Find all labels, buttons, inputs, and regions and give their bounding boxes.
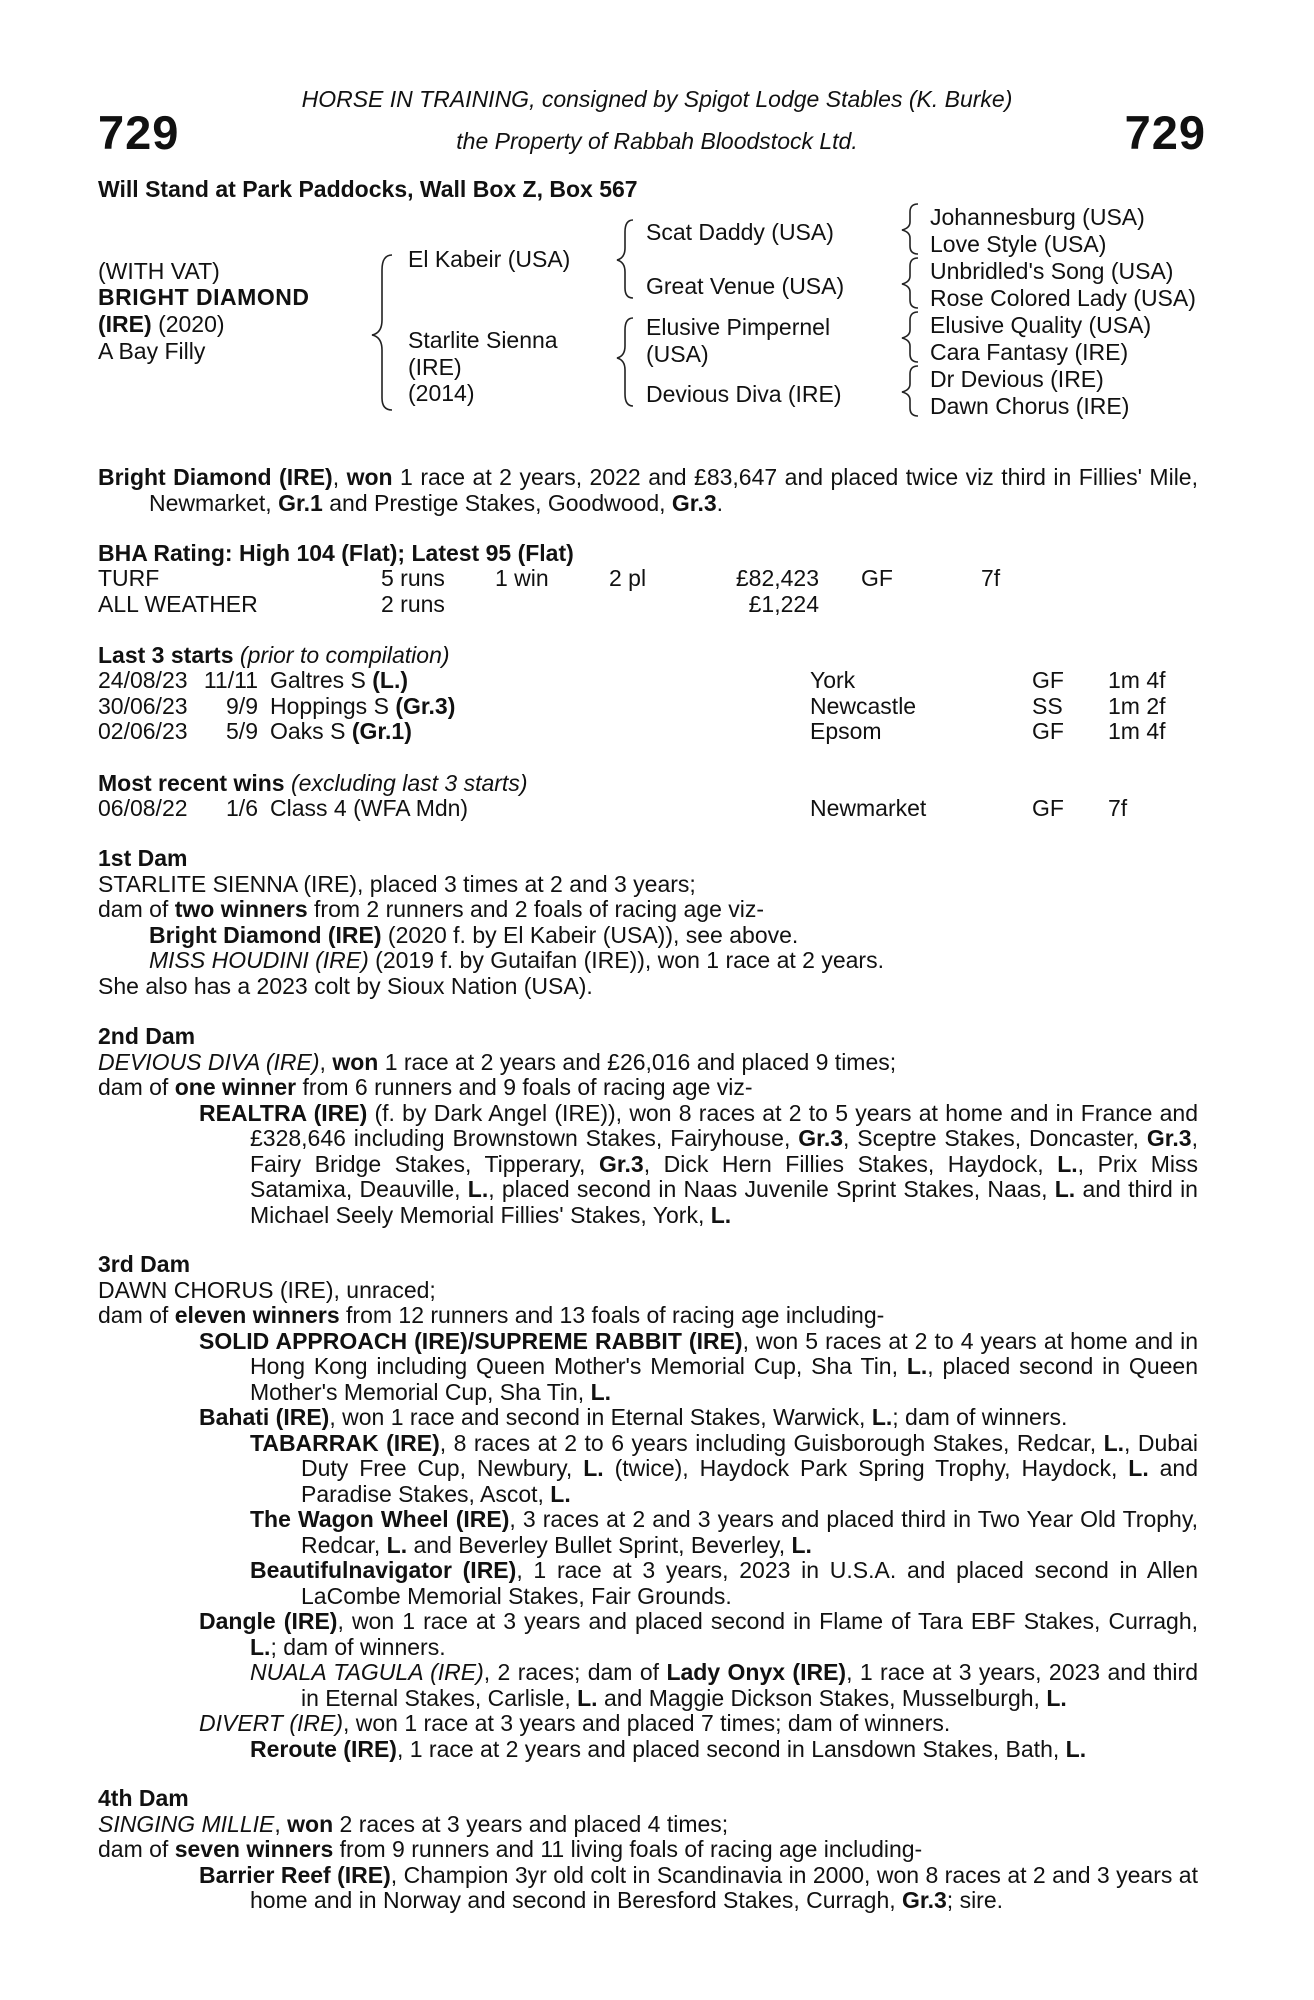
distance: 1m 2f [1108, 692, 1166, 719]
going: GF [861, 565, 893, 591]
race-grade: (Gr.3) [395, 692, 456, 719]
brace-sire [617, 220, 633, 298]
recent-win-row [98, 796, 1127, 822]
horse-year: (2020) [158, 311, 225, 337]
t: seven winners [174, 1836, 334, 1862]
stand-location: Will Stand at Park Paddocks, Wall Box Z, Box 567 [98, 176, 638, 202]
going [819, 592, 981, 618]
placed [609, 592, 689, 618]
placed: 2 pl [609, 565, 647, 591]
t: dam of [98, 1302, 175, 1328]
race-grade: (L.) [372, 667, 409, 693]
distance: 7f [981, 565, 1001, 591]
last3-row [98, 668, 1166, 694]
ratings-table [98, 566, 1000, 617]
t: L. [1057, 1150, 1078, 1177]
recent-wins-heading [98, 770, 527, 796]
t: L. [577, 1684, 598, 1711]
fourth-dam-section [98, 1786, 1198, 1914]
third-dam-section [98, 1252, 1198, 1762]
t: , 1 race at 3 years, 2023 in U.S.A. and placed second in Allen LaCombe Memorial Stakes, Fair Grounds. [301, 1557, 1198, 1609]
t: and Paradise Stakes, Ascot, [301, 1455, 1198, 1507]
t: SOLID APPROACH (IRE)/SUPREME RABBIT (IRE) [199, 1327, 743, 1354]
second-dam-title: 2nd Dam [98, 1023, 196, 1049]
position: 9/9 [226, 692, 258, 719]
t: , 2 races; dam of [483, 1659, 667, 1685]
t: dam of [98, 1074, 175, 1100]
summary-text3: . [716, 489, 724, 516]
brace-main [372, 255, 392, 410]
t: , 3 races at 2 and 3 years and placed third in Two Year Old Trophy, Redcar, [301, 1506, 1199, 1558]
t: , Prix Miss Satamixa, Deauville, [250, 1150, 1198, 1202]
t: ; dam of winners. [270, 1633, 446, 1660]
t: (2020 f. by El Kabeir (USA)), see above. [381, 921, 799, 948]
race [270, 668, 810, 694]
summary-name: Bright Diamond (IRE) [98, 464, 333, 490]
last3-note: (prior to compilation) [239, 642, 450, 668]
t: L. [583, 1455, 604, 1481]
date: 24/08/23 [98, 667, 188, 693]
sire-sire: Scat Daddy (USA) [646, 219, 834, 245]
t: from 12 runners and 13 foals of racing age including- [339, 1302, 885, 1328]
brace-ggp4 [902, 366, 918, 416]
race [270, 719, 810, 745]
lot-number-left: 729 [98, 106, 180, 159]
wins: 1 win [495, 565, 549, 591]
wins [495, 592, 609, 618]
solid-approach [98, 1329, 1198, 1406]
t: Beautifulnavigator (IRE) [250, 1557, 517, 1583]
ggp-1: Johannesburg (USA) [930, 204, 1145, 230]
t: Barrier Reef (IRE) [199, 1861, 391, 1888]
first-dam-line5: She also has a 2023 colt by Sioux Nation (USA). [98, 972, 593, 999]
distance: 1m 4f [1108, 667, 1166, 693]
position: 11/11 [203, 667, 258, 693]
first-dam-title: 1st Dam [98, 845, 188, 871]
ggp-4: Rose Colored Lady (USA) [930, 285, 1196, 311]
vat-note: (WITH VAT) [98, 258, 220, 284]
t: L. [250, 1633, 271, 1660]
ggp-6: Cara Fantasy (IRE) [930, 339, 1129, 365]
wagon-wheel [98, 1507, 1198, 1558]
t: TABARRAK (IRE) [250, 1429, 440, 1456]
t: two winners [174, 896, 308, 922]
t: L. [1128, 1455, 1149, 1481]
t: Gr.3 [1146, 1125, 1192, 1151]
horse-name: BRIGHT DIAMOND [98, 284, 310, 310]
first-dam-line1: STARLITE SIENNA (IRE), placed 3 times at 2 and 3 years; [98, 870, 696, 897]
course: Epsom [810, 718, 882, 744]
date: 02/06/23 [98, 718, 188, 744]
position: 1/6 [226, 795, 258, 821]
t: Dangle (IRE) [199, 1608, 338, 1634]
t: L. [710, 1201, 732, 1228]
recent-wins-title: Most recent wins [98, 770, 285, 796]
t: one winner [174, 1074, 297, 1100]
t: L. [1103, 1429, 1125, 1456]
t: , Champion 3yr old colt in Scandinavia in 2000, won 8 races at 2 and 3 years at home and in Norway and second in Beresford Stakes, Curragh, [250, 1861, 1198, 1913]
lot-number-right: 729 [1124, 106, 1206, 159]
t: , won 1 race at 3 years and placed second in Flame of Tara EBF Stakes, Curragh, [337, 1608, 1199, 1634]
t: Bahati (IRE) [199, 1404, 330, 1430]
race-summary: Bright Diamond (IRE), won 1 race at 2 years, 2022 and £83,647 and placed twice viz third in Fillies' Mile, Newmarket, Gr.1 and Prestige Stakes, Goodwood, Gr.3. [98, 464, 1198, 516]
beautifulnavigator [98, 1558, 1198, 1609]
t: REALTRA (IRE) [199, 1099, 368, 1126]
ratings-row-aw [98, 592, 1000, 618]
t: The Wagon Wheel (IRE) [250, 1506, 510, 1532]
first-dam-section [98, 846, 1198, 999]
going: SS [1032, 692, 1063, 719]
distance: 7f [1108, 795, 1128, 821]
dam-sire-line2: (USA) [646, 341, 709, 367]
t: , placed second in Queen Mother's Memorial Cup, Sha Tin, [250, 1353, 1198, 1405]
t: L. [386, 1531, 408, 1558]
third-dam-title: 3rd Dam [98, 1251, 191, 1277]
surface: TURF [98, 565, 160, 591]
fourth-dam-line1 [98, 1812, 1198, 1838]
distance [981, 592, 1000, 618]
brace-ggp2 [902, 258, 918, 308]
t: Bright Diamond (IRE) [149, 921, 382, 948]
sire: El Kabeir (USA) [408, 246, 571, 272]
t: , won 1 race at 3 years and placed 7 times; dam of winners. [342, 1710, 951, 1736]
race-name: Oaks S [270, 718, 352, 744]
summary-text1: 1 race at 2 years, 2022 and £83,647 and placed twice viz third in Fillies' Mile, Newmarket, [149, 464, 1198, 516]
surface: ALL WEATHER [98, 590, 258, 617]
course: Newmarket [810, 795, 927, 821]
summary-gr3: Gr.3 [671, 489, 717, 516]
position: 5/9 [226, 718, 258, 744]
going: GF [1032, 667, 1064, 693]
nuala-tagula [98, 1660, 1198, 1711]
first-dam-produce-2 [98, 948, 1198, 974]
runs: 5 runs [381, 565, 445, 591]
dam-sire-line1: Elusive Pimpernel [646, 314, 831, 340]
t: , 8 races at 2 to 6 years including Guisborough Stakes, Redcar, [439, 1429, 1104, 1456]
t: (2019 f. by Gutaifan (IRE)), won 1 race at 2 years. [368, 947, 884, 973]
distance: 1m 4f [1108, 718, 1166, 744]
course: York [810, 667, 856, 693]
property-line: the Property of Rabbah Bloodstock Ltd. [456, 128, 858, 154]
last3-row [98, 694, 1166, 720]
barrier-reef [98, 1863, 1198, 1914]
t: and Beverley Bullet Sprint, Beverley, [407, 1531, 792, 1558]
ggp-3: Unbridled's Song (USA) [930, 258, 1174, 284]
t: dam of [98, 896, 175, 922]
t: L. [1054, 1176, 1076, 1202]
brace-ggp1 [902, 204, 918, 254]
fourth-dam-line2 [98, 1837, 1198, 1863]
recent-wins-table [98, 796, 1127, 822]
horse-description: A Bay Filly [98, 338, 206, 364]
divert [98, 1711, 1198, 1737]
summary-text2: and Prestige Stakes, Goodwood, [322, 489, 672, 516]
t: ; sire. [946, 1887, 1004, 1913]
sire-dam: Great Venue (USA) [646, 273, 845, 299]
ggp-7: Dr Devious (IRE) [930, 366, 1104, 392]
t: , Fairy Bridge Stakes, Tipperary, [250, 1125, 1198, 1177]
dam-line2: (IRE) [408, 354, 462, 380]
summary-gr1: Gr.1 [278, 489, 323, 516]
recent-wins-note: (excluding last 3 starts) [291, 770, 528, 796]
second-dam-line1 [98, 1050, 1198, 1076]
last3-title: Last 3 starts [98, 642, 234, 668]
t: Gr.3 [798, 1125, 844, 1151]
dam-line1: Starlite Sienna [408, 327, 558, 353]
last3-table [98, 668, 1166, 745]
t: , Dubai Duty Free Cup, Newbury, [301, 1429, 1198, 1481]
brace-ggp3 [902, 312, 918, 362]
t: 2 races at 3 years and placed 4 times; [333, 1810, 729, 1837]
t: L. [791, 1531, 812, 1558]
t: and Maggie Dickson Stakes, Musselburgh, [597, 1684, 1047, 1711]
ggp-8: Dawn Chorus (IRE) [930, 393, 1130, 419]
t: DIVERT (IRE) [199, 1710, 343, 1736]
going: GF [1032, 795, 1064, 821]
t: , 1 race at 3 years, 2023 and third in Eternal Stakes, Carlisle, [301, 1659, 1198, 1711]
dangle [98, 1609, 1198, 1660]
t: L. [906, 1353, 928, 1379]
t: from 9 runners and 11 living foals of racing age including- [333, 1836, 923, 1862]
date: 06/08/22 [98, 795, 188, 821]
summary-won: won [346, 464, 393, 490]
last3-heading [98, 642, 450, 668]
t: and third in Michael Seely Memorial Fillies' Stakes, York, [250, 1176, 1198, 1228]
race-name: Hoppings S [270, 692, 396, 719]
t: , Sceptre Stakes, Doncaster, [843, 1125, 1147, 1151]
third-dam-line1: DAWN CHORUS (IRE), unraced; [98, 1276, 436, 1303]
t: , placed second in Naas Juvenile Sprint Stakes, Naas, [488, 1176, 1055, 1202]
bha-rating: BHA Rating: High 104 (Flat); Latest 95 (Flat) [98, 540, 574, 566]
t: L. [550, 1480, 571, 1507]
t: NUALA TAGULA (IRE) [250, 1659, 484, 1685]
t: , 1 race at 2 years and placed second in Lansdown Stakes, Bath, [396, 1735, 1066, 1762]
t: DEVIOUS DIVA (IRE) [98, 1048, 320, 1075]
t: L. [467, 1176, 489, 1202]
t: L. [1046, 1684, 1067, 1711]
t: (twice), Haydock Park Spring Trophy, Haydock, [603, 1455, 1129, 1481]
t: Lady Onyx (IRE) [666, 1659, 847, 1685]
first-dam-line2 [98, 897, 1198, 923]
t: from 2 runners and 2 foals of racing age viz- [307, 896, 765, 922]
t: Reroute (IRE) [250, 1735, 397, 1762]
course: Newcastle [810, 692, 917, 719]
prize: £1,224 [748, 590, 819, 617]
second-dam-line2 [98, 1075, 1198, 1101]
t: , won 5 races at 2 to 4 years at home and in Hong Kong including Queen Mother's Memorial Cup, Sha Tin, [250, 1327, 1198, 1379]
race-grade: (Gr.1) [351, 718, 412, 744]
race [270, 694, 810, 720]
t: won [332, 1048, 379, 1075]
t: , won 1 race and second in Eternal Stakes, Warwick, [329, 1404, 872, 1430]
reroute [98, 1737, 1198, 1763]
t: (f. by Dark Angel (IRE)), won 8 races at 2 to 5 years at home and in France and £328,646 including Brownstown Stakes, Fairyhouse, [250, 1099, 1198, 1151]
t: dam of [98, 1836, 175, 1862]
t: ; dam of winners. [892, 1404, 1068, 1430]
second-dam-produce [98, 1101, 1198, 1229]
brace-dam [617, 318, 633, 406]
t: , Dick Hern Fillies Stakes, Haydock, [643, 1150, 1058, 1177]
race-name: Galtres S [270, 667, 373, 693]
going: GF [1032, 718, 1064, 744]
horse-country: (IRE) [98, 311, 152, 337]
t: 1 race at 2 years and £26,016 and placed 9 times; [378, 1048, 897, 1075]
t: eleven winners [174, 1302, 340, 1328]
runs: 2 runs [381, 590, 445, 617]
ggp-2: Love Style (USA) [930, 231, 1107, 257]
bahati [98, 1405, 1198, 1431]
dam-line3: (2014) [408, 380, 475, 406]
third-dam-line2 [98, 1303, 1198, 1329]
last3-row [98, 719, 1166, 745]
t: L. [1065, 1735, 1087, 1762]
dam-dam: Devious Diva (IRE) [646, 381, 842, 407]
t: , [274, 1810, 288, 1837]
race: Class 4 (WFA Mdn) [270, 795, 469, 821]
second-dam-section [98, 1024, 1198, 1228]
t: SINGING MILLIE [98, 1810, 275, 1837]
t: L. [871, 1404, 893, 1430]
t: won [287, 1810, 334, 1837]
t: , [319, 1048, 333, 1075]
fourth-dam-title: 4th Dam [98, 1785, 189, 1811]
tabarrak [98, 1431, 1198, 1508]
date: 30/06/23 [98, 692, 188, 719]
consignment-line: HORSE IN TRAINING, consigned by Spigot Lodge Stables (K. Burke) [301, 86, 1013, 112]
t: Gr.3 [902, 1887, 947, 1913]
prize: £82,423 [735, 565, 819, 591]
ggp-5: Elusive Quality (USA) [930, 312, 1152, 338]
ratings-row-turf [98, 566, 1000, 592]
t: from 6 runners and 9 foals of racing age viz- [296, 1074, 753, 1100]
t: Gr.3 [598, 1150, 644, 1177]
t: L. [590, 1378, 612, 1405]
t: MISS HOUDINI (IRE) [149, 947, 369, 973]
first-dam-produce-1 [98, 923, 1198, 949]
